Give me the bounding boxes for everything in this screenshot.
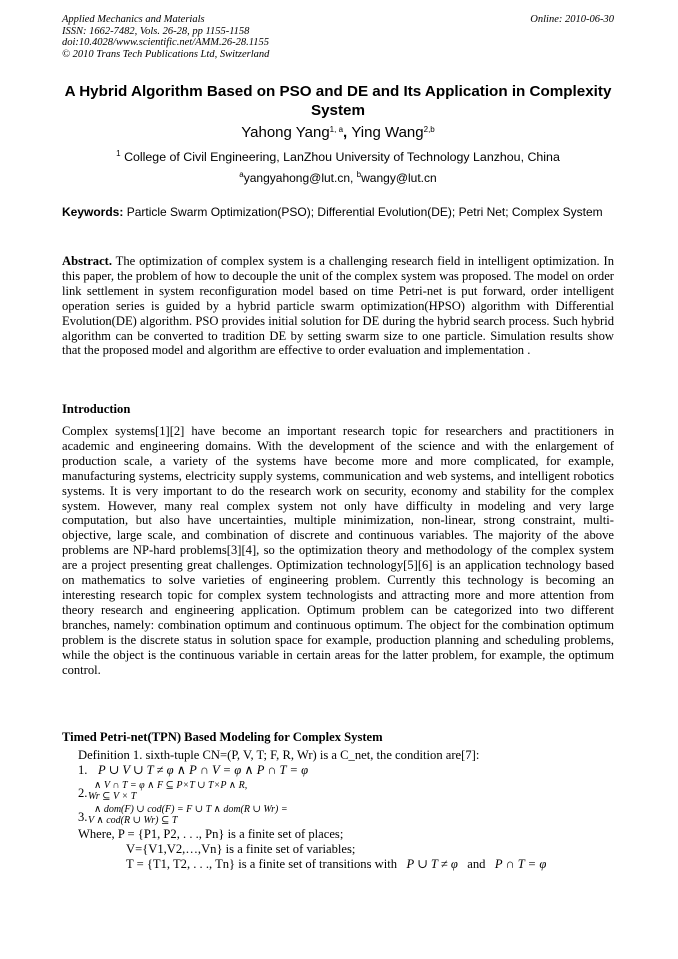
email-b[interactable]: wangy@lut.cn [361,171,437,185]
journal-name: Applied Mechanics and Materials [62,14,205,25]
condition-1-number: 1. [78,763,88,777]
abstract-label: Abstract. [62,254,113,268]
condition-2-formula-b: Wr ⊆ V × T [88,791,137,802]
condition-1 [78,763,614,778]
email-a-sup: a [239,170,244,179]
doi-line: doi:10.4028/www.scientific.net/AMM.26-28.1155 [62,37,269,48]
online-date: Online: 2010-06-30 [530,14,614,25]
email-b-sup: b [356,170,362,179]
paper-title: A Hybrid Algorithm Based on PSO and DE and Its Application in Complexity System [64,83,612,119]
where-transitions [78,857,614,872]
email-line [62,171,614,185]
where-transitions-formula-1: P ∪ T ≠ φ [406,857,458,871]
where-transitions-formula-2: P ∩ T = φ [494,857,547,871]
where-transitions-text: T = {T1, T2, . . ., Tn} is a finite set of transitions with [126,857,398,871]
where-places: Where, P = {P1, P2, . . ., Pn} is a finite set of places; [78,827,344,841]
condition-1-formula: P ∪ V ∪ T ≠ φ ∧ P ∩ V = φ ∧ P ∩ T = φ [98,763,309,777]
definition-block [78,748,614,872]
where-transitions-and: and [467,857,486,871]
tpn-heading: Timed Petri-net(TPN) Based Modeling for Complex System [62,730,383,744]
affiliation-text: College of Civil Engineering, LanZhou University of Technology Lanzhou, China [124,150,560,164]
definition-1: Definition 1. sixth-tuple CN=(P, V, T; F, R, Wr) is a C_net, the condition are[7]: [78,748,480,762]
author-1-sup: 1, a [329,125,344,134]
affiliation [62,150,614,164]
author-separator: , [343,124,352,141]
condition-2 [78,780,614,802]
condition-2-number: 2. [78,786,88,800]
author-2: Ying Wang [351,124,424,141]
condition-3 [78,804,614,826]
introduction-heading: Introduction [62,402,131,416]
author-line [62,124,614,141]
author-1: Yahong Yang [241,124,330,141]
abstract [62,254,614,358]
where-variables: V={V1,V2,…,Vn} is a finite set of variables; [126,842,356,856]
email-a[interactable]: yangyahong@lut.cn, [243,171,357,185]
journal-header [62,14,614,60]
abstract-text: The optimization of complex system is a challenging research field in intelligent optimization. In this paper, the problem of how to decouple the unit of the complex system was proposed. The model on order link settlement in system reconfiguration model based on time Petri-net is put forward, order intelligent operation series is guided by a hybrid particle swarm optimization(HPSO) algorithm with Differential Evolution(DE) algorithm. PSO provides initial solution for DE during the hybrid search process. Such hybrid algorithm can be converted to tradition DE by setting swarm size to one particle. Simulation results show that the proposed model and algorithm are effective to order evaluation and implementation . [62,254,614,358]
condition-2-formula-a: ∧ V ∩ T = φ ∧ F ⊆ P×T ∪ T×P ∧ R, [94,780,248,791]
keywords-text: Particle Swarm Optimization(PSO); Differential Evolution(DE); Petri Net; Complex System [126,205,603,219]
condition-3-number: 3. [78,810,88,824]
condition-3-formula-a: ∧ dom(F) ∪ cod(F) = F ∪ T ∧ dom(R ∪ Wr) = [94,804,288,815]
keywords-label: Keywords: [62,205,124,219]
keywords [62,205,614,221]
affiliation-sup: 1 [116,149,121,158]
author-2-sup: 2,b [423,125,435,134]
introduction-body: Complex systems[1][2] have become an important research topic for researchers and practitioners in academic and engineering domains. With the development of the science and with the enlargement of production scale, a variety of the systems have become more and more complicated, for example, manufacturing systems, electricity supply systems, communication and web systems, and intelligent robotics systems. It is very important to do the research work on security, economy and stability for the complex system. However, many real complex system not only have difficulty in modeling and very large computation, but also have uncertainties, multiple minimization, non-linear, strong constraint, multi-objective, large scale, and combination of discrete and continuous variables. The majority of the above problems are NP-hard problems[3][4], so the optimization theory and methodology of the complex system are a project presenting great challenges. Optimization technology[5][6] is an application technology based on mathematics to solve varieties of engineering problem. Currently this technology is becoming an interesting research topic for complex system technologists and attracting more and more attention from theory research and engineering application. Optimum problem can be categorized into two different branches, namely: combination optimum and continuous optimum. The object for the combination optimum problem is the discrete status in solution space for example, production planning and scheduling problems, while the object is the continuous variable in certain areas for the latter problem, for example, the optimum control. [62,424,614,677]
condition-3-formula-b: V ∧ cod(R ∪ Wr) ⊆ T [88,815,178,826]
copyright-line: © 2010 Trans Tech Publications Ltd, Switzerland [62,48,270,60]
issn-line: ISSN: 1662-7482, Vols. 26-28, pp 1155-1158 [62,25,250,37]
